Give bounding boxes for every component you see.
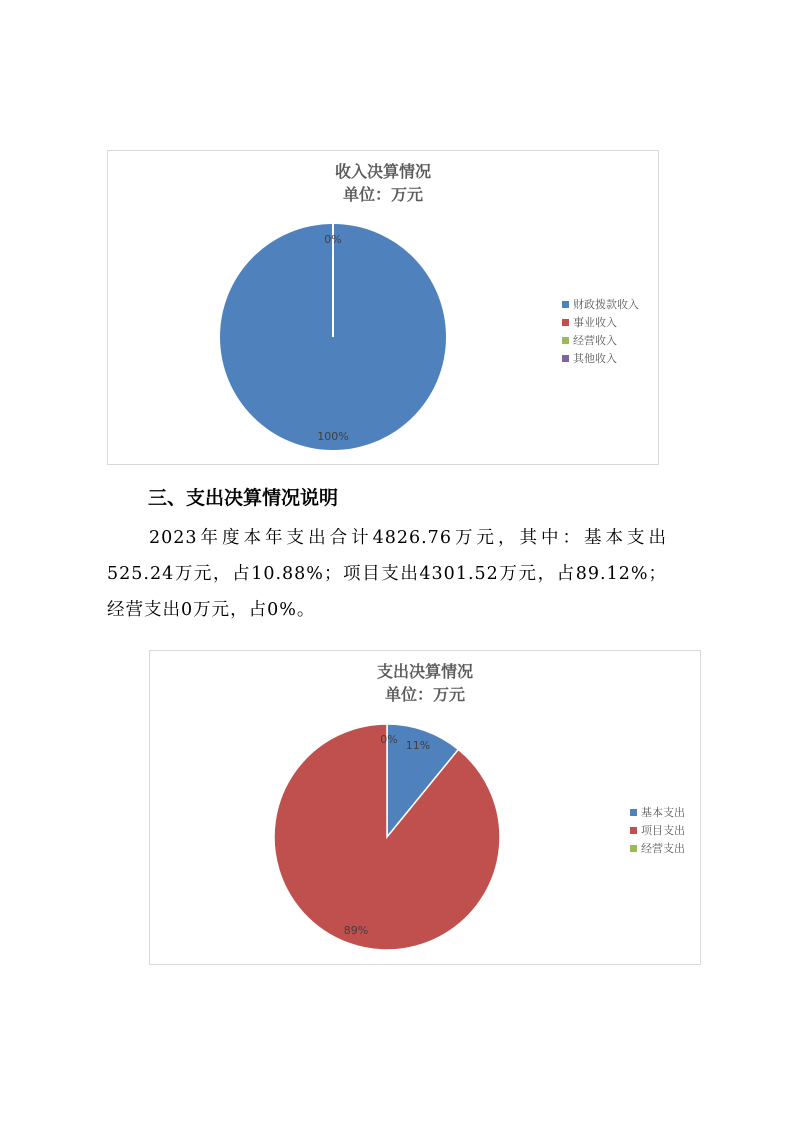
expense-legend bbox=[630, 804, 685, 858]
legend-swatch bbox=[562, 355, 569, 362]
expense-label-operating: 0% bbox=[380, 733, 398, 746]
income-chart-title: 收入决算情况 bbox=[334, 162, 431, 181]
income-chart bbox=[107, 150, 659, 465]
expense-label-basic: 11% bbox=[405, 739, 431, 752]
legend-swatch bbox=[562, 301, 569, 308]
legend-label: 财政拨款收入 bbox=[573, 298, 639, 311]
legend-item-business bbox=[562, 314, 639, 332]
section-heading: 三、支出决算情况说明 bbox=[148, 487, 339, 509]
legend-label: 经营支出 bbox=[641, 842, 685, 855]
legend-swatch bbox=[562, 319, 569, 326]
legend-label: 事业收入 bbox=[573, 316, 617, 329]
legend-label: 基本支出 bbox=[641, 806, 685, 819]
legend-item-basic bbox=[630, 804, 685, 822]
legend-item-fiscal bbox=[562, 296, 639, 314]
legend-swatch bbox=[630, 845, 637, 852]
expense-pie bbox=[150, 651, 702, 966]
legend-item-other bbox=[562, 350, 639, 368]
legend-label: 经营收入 bbox=[573, 334, 617, 347]
expense-chart bbox=[149, 650, 701, 965]
legend-label: 其他收入 bbox=[573, 352, 617, 365]
income-label-zero: 0% bbox=[324, 233, 342, 246]
income-label-full: 100% bbox=[317, 430, 349, 443]
expense-paragraph: 2023年度本年支出合计4826.76万元，其中：基本支出525.24万元，占10.88%；项目支出4301.52万元，占89.12%；经营支出0万元，占0%。 bbox=[107, 528, 667, 620]
expense-chart-unit: 单位：万元 bbox=[384, 685, 465, 704]
legend-swatch bbox=[562, 337, 569, 344]
legend-item-project bbox=[630, 822, 685, 840]
legend-item-operating bbox=[562, 332, 639, 350]
legend-label: 项目支出 bbox=[641, 824, 685, 837]
legend-item-operating bbox=[630, 840, 685, 858]
income-chart-unit: 单位：万元 bbox=[342, 185, 423, 204]
expense-chart-title: 支出决算情况 bbox=[376, 662, 473, 681]
expense-label-project: 89% bbox=[343, 924, 369, 937]
legend-swatch bbox=[630, 827, 637, 834]
income-legend bbox=[562, 296, 639, 368]
pie-slice-project bbox=[274, 724, 500, 950]
legend-swatch bbox=[630, 809, 637, 816]
